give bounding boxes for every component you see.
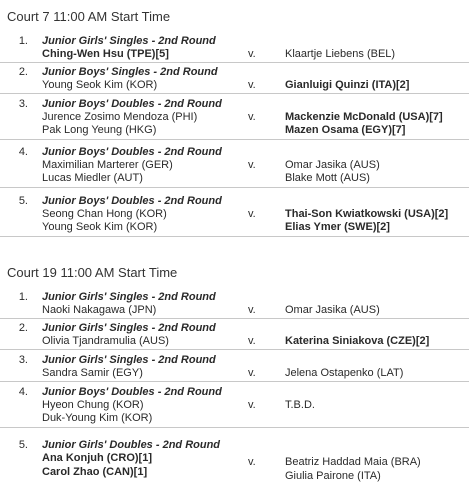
player-left: Jurence Zosimo Mendoza (PHI): [42, 111, 198, 123]
match-row: [0, 384, 469, 428]
event-title: Junior Boys' Doubles - 2nd Round: [42, 195, 222, 207]
match-row: [0, 289, 469, 319]
match-row: [0, 193, 469, 237]
player-left-partner: Young Seok Kim (KOR): [42, 221, 158, 233]
player-left-partner: Pak Long Yeung (HKG): [42, 124, 157, 136]
event-title: Junior Boys' Doubles - 2nd Round: [42, 98, 222, 110]
player-right: T.B.D.: [285, 399, 315, 411]
event-title: Junior Boys' Doubles - 2nd Round: [42, 386, 222, 398]
player-right-partner: Elias Ymer (SWE)[2]: [285, 221, 390, 233]
versus-label: v.: [248, 456, 256, 468]
player-left: Seong Chan Hong (KOR): [42, 208, 167, 220]
versus-label: v.: [248, 159, 256, 171]
match-number: 5.: [18, 195, 28, 207]
match-number: 1.: [18, 35, 28, 47]
player-right: Thai-Son Kwiatkowski (USA)[2]: [285, 208, 449, 220]
match-row: [0, 33, 469, 63]
player-right-partner: Mazen Osama (EGY)[7]: [285, 124, 406, 136]
event-title: Junior Girls' Singles - 2nd Round: [42, 35, 216, 47]
match-row: [0, 352, 469, 382]
player-right: Mackenzie McDonald (USA)[7]: [285, 111, 443, 123]
player-right: Omar Jasika (AUS): [285, 159, 380, 171]
event-title: Junior Boys' Singles - 2nd Round: [42, 66, 218, 78]
player-left: Hyeon Chung (KOR): [42, 399, 144, 411]
versus-label: v.: [248, 335, 256, 347]
match-row: [0, 320, 469, 350]
match-row: [0, 144, 469, 188]
player-right: Klaartje Liebens (BEL): [285, 48, 396, 60]
player-left: Maximilian Marterer (GER): [42, 159, 173, 171]
event-title: Junior Girls' Doubles - 2nd Round: [42, 439, 221, 451]
player-left: Olivia Tjandramulia (AUS): [42, 335, 169, 347]
player-right: Beatriz Haddad Maia (BRA): [285, 456, 421, 468]
player-left-partner: Duk-Young Kim (KOR): [42, 412, 153, 424]
player-right-partner: Blake Mott (AUS): [285, 172, 370, 184]
event-title: Junior Girls' Singles - 2nd Round: [42, 322, 216, 334]
match-row: [0, 432, 469, 494]
versus-label: v.: [248, 79, 256, 91]
player-right: Jelena Ostapenko (LAT): [285, 367, 404, 379]
event-title: Junior Girls' Singles - 2nd Round: [42, 354, 216, 366]
versus-label: v.: [248, 399, 256, 411]
versus-label: v.: [248, 367, 256, 379]
event-title: Junior Girls' Singles - 2nd Round: [42, 291, 216, 303]
versus-label: v.: [248, 208, 256, 220]
match-number: 1.: [18, 291, 28, 303]
court-7-heading: Court 7 11:00 AM Start Time: [7, 9, 171, 24]
match-number: 2.: [18, 322, 28, 334]
event-title: Junior Boys' Doubles - 2nd Round: [42, 146, 222, 158]
match-number: 3.: [18, 354, 28, 366]
player-right-partner: Giulia Pairone (ITA): [285, 470, 381, 482]
versus-label: v.: [248, 48, 256, 60]
match-number: 3.: [18, 98, 28, 110]
match-number: 4.: [18, 386, 28, 398]
player-right: Katerina Siniakova (CZE)[2]: [285, 335, 430, 347]
versus-label: v.: [248, 111, 256, 123]
player-left: Naoki Nakagawa (JPN): [42, 304, 157, 316]
player-left: Ana Konjuh (CRO)[1]: [42, 452, 152, 464]
match-row: [0, 64, 469, 94]
player-left: Young Seok Kim (KOR): [42, 79, 158, 91]
player-left: Sandra Samir (EGY): [42, 367, 143, 379]
versus-label: v.: [248, 304, 256, 316]
court-19-heading: Court 19 11:00 AM Start Time: [7, 265, 178, 280]
player-right: Omar Jasika (AUS): [285, 304, 380, 316]
player-left-partner: Carol Zhao (CAN)[1]: [42, 466, 148, 478]
match-number: 4.: [18, 146, 28, 158]
match-number: 5.: [18, 439, 28, 451]
match-row: [0, 96, 469, 140]
player-left-partner: Lucas Miedler (AUT): [42, 172, 143, 184]
match-number: 2.: [18, 66, 28, 78]
player-right: Gianluigi Quinzi (ITA)[2]: [285, 79, 410, 91]
player-left: Ching-Wen Hsu (TPE)[5]: [42, 48, 169, 60]
